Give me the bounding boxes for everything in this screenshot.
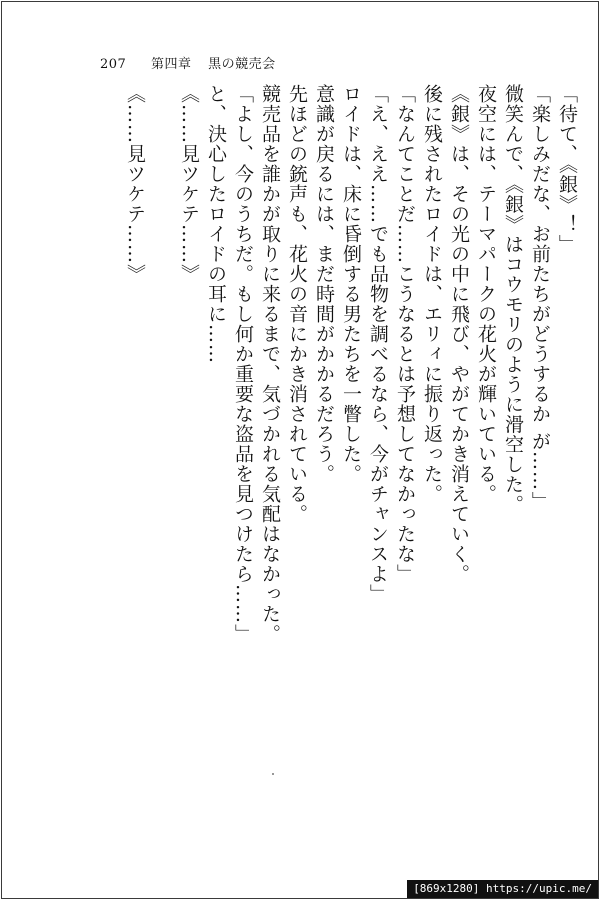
text-line: 先ほどの銃声も、花火の音にかき消されている。 — [286, 84, 308, 524]
text-line: 《銀》は、その光の中に飛び、やがてかき消えていく。 — [448, 84, 470, 584]
text-line: 微笑んで、《銀》はコウモリのように滑空した。 — [502, 84, 524, 515]
chapter-title: 黒の競売会 — [208, 57, 276, 72]
speck — [272, 773, 274, 775]
chapter-number: 第四章 — [150, 57, 192, 72]
text-line: 「待て、《銀》！」 — [556, 84, 578, 255]
text-line: 「よし、今のうちだ。もし何か重要な盗品を見つけたら……」 — [232, 84, 254, 644]
text-line: 「楽しみだな、お前たちがどうするか が……」 — [529, 84, 551, 512]
text-line: ロイドは、床に昏倒する男たちを一瞥した。 — [340, 84, 362, 484]
vertical-body-text — [80, 84, 580, 644]
text-line: 「え、ええ……でも品物を調べるなら、今がチャンスよ」 — [367, 84, 389, 604]
text-line: 後に残されたロイドは、エリィに振り返った。 — [421, 84, 443, 504]
text-line: 意識が戻るには、まだ時間がかかるだろう。 — [313, 84, 335, 484]
text-line: 《……見ツケテ……》 — [178, 84, 200, 284]
text-line: 競売品を誰かが取りに来るまで、気づかれる気配はなかった。 — [259, 84, 281, 644]
text-line: 夜空には、テーマパークの花火が輝いている。 — [475, 84, 497, 504]
text-line: 《……見ツケテ……》 — [124, 84, 146, 284]
text-line: 「なんてことだ……こうなるとは予想してなかったな」 — [394, 84, 416, 584]
watermark-label: [869x1280] https://upic.me/ — [407, 880, 598, 898]
page-number: 207 — [100, 57, 127, 72]
running-header — [100, 56, 276, 74]
text-line: と、決心したロイドの耳に…… — [205, 84, 227, 364]
